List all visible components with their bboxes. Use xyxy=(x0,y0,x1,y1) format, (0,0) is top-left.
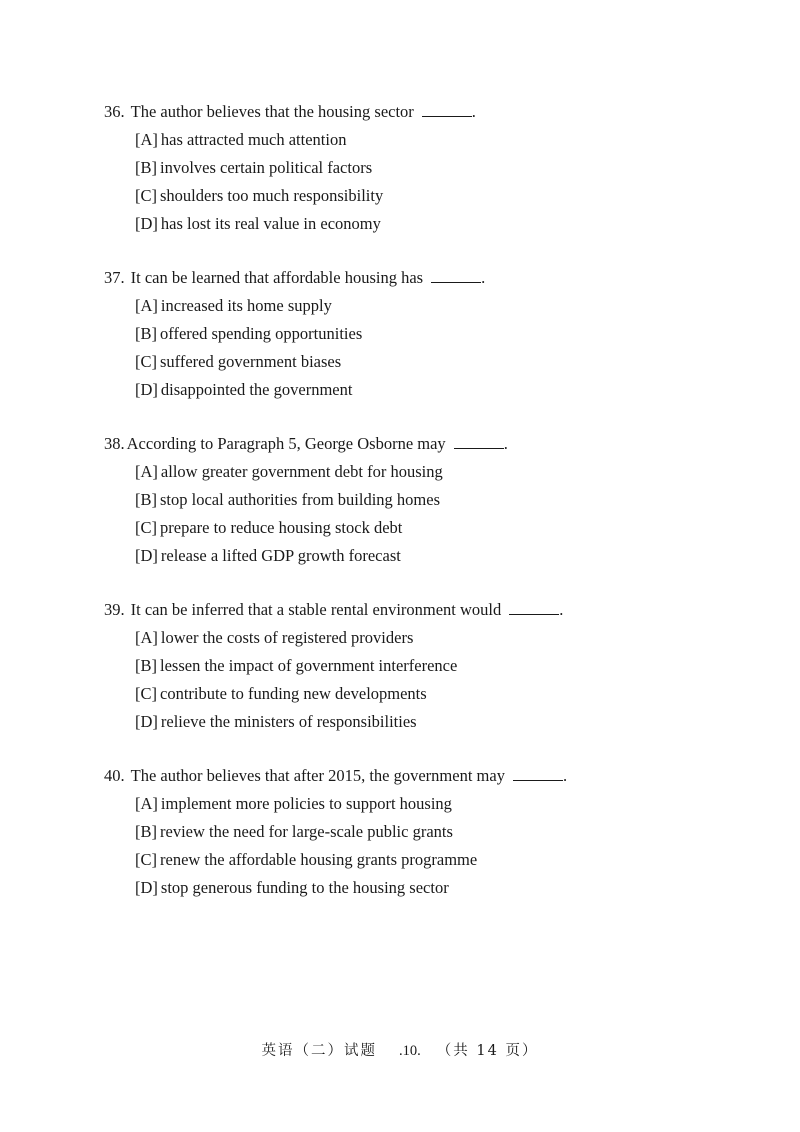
option-d: [D] has lost its real value in economy xyxy=(135,214,381,233)
option-a: [A] lower the costs of registered providers xyxy=(135,628,414,647)
question-number: 38. xyxy=(104,434,125,453)
option-list xyxy=(135,461,443,573)
option-c: [C] suffered government biases xyxy=(135,352,342,371)
answer-blank xyxy=(509,600,559,615)
option-list xyxy=(135,129,383,241)
question-text: It can be learned that affordable housing has xyxy=(130,268,424,287)
page-footer xyxy=(0,1041,800,1061)
question-text: According to Paragraph 5, George Osborne may xyxy=(126,434,446,453)
question-number: 36. xyxy=(104,102,125,121)
option-d: [D] release a lifted GDP growth forecast xyxy=(135,546,401,565)
option-a: [A] implement more policies to support housing xyxy=(135,794,452,813)
question-number: 39. xyxy=(104,600,125,619)
option-c: [C] renew the affordable housing grants programme xyxy=(135,850,478,869)
question-stem: 38. According to Paragraph 5, George Osborne may . xyxy=(104,434,508,453)
answer-blank xyxy=(454,434,504,449)
question-number: 40. xyxy=(104,766,125,785)
option-c: [C] shoulders too much responsibility xyxy=(135,186,384,205)
option-d: [D] disappointed the government xyxy=(135,380,353,399)
question-text: It can be inferred that a stable rental environment would xyxy=(130,600,502,619)
option-b: [B] stop local authorities from building homes xyxy=(135,490,441,509)
question-text: The author believes that the housing sector xyxy=(130,102,414,121)
question-stem: 37. It can be learned that affordable housing has . xyxy=(104,268,486,287)
question-number: 37. xyxy=(104,268,125,287)
option-c: [C] contribute to funding new developments xyxy=(135,684,427,703)
question-text: The author believes that after 2015, the government may xyxy=(130,766,505,785)
option-b: [B] involves certain political factors xyxy=(135,158,373,177)
footer-page-number: .10. xyxy=(399,1043,421,1059)
option-b: [B] review the need for large-scale public grants xyxy=(135,822,453,841)
footer-total-pages: （共 14 页） xyxy=(436,1043,539,1059)
option-list xyxy=(135,627,457,739)
option-d: [D] relieve the ministers of responsibilities xyxy=(135,712,417,731)
question-stem: 39. It can be inferred that a stable rental environment would . xyxy=(104,600,564,619)
option-b: [B] lessen the impact of government interference xyxy=(135,656,458,675)
option-d: [D] stop generous funding to the housing sector xyxy=(135,878,449,897)
option-c: [C] prepare to reduce housing stock debt xyxy=(135,518,403,537)
answer-blank xyxy=(513,766,563,781)
option-list xyxy=(135,793,477,905)
option-b: [B] offered spending opportunities xyxy=(135,324,363,343)
answer-blank xyxy=(431,268,481,283)
question-stem: 36. The author believes that the housing sector . xyxy=(104,102,476,121)
option-a: [A] has attracted much attention xyxy=(135,130,347,149)
option-a: [A] increased its home supply xyxy=(135,296,332,315)
option-a: [A] allow greater government debt for housing xyxy=(135,462,443,481)
question-stem: 40. The author believes that after 2015, the government may . xyxy=(104,766,568,785)
answer-blank xyxy=(422,102,472,117)
footer-exam-title: 英语（二）试题 xyxy=(261,1043,378,1059)
option-list xyxy=(135,295,362,407)
